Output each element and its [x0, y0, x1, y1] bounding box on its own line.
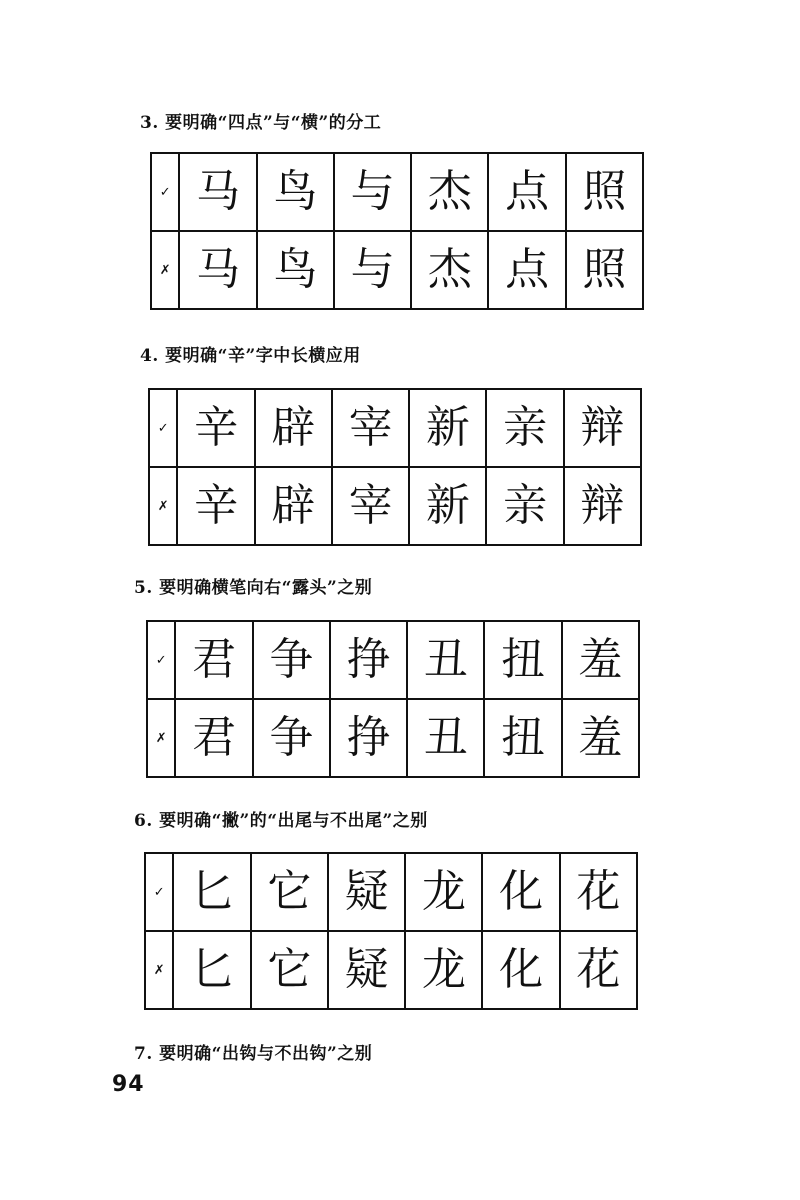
char-cell: 点 [488, 231, 565, 309]
char-cell: 匕 [173, 853, 250, 931]
char-cell: 君 [175, 699, 252, 777]
correct-row [145, 853, 637, 931]
char-cell: 新 [409, 389, 486, 467]
character-table-5 [146, 620, 640, 778]
character-table-4 [148, 388, 642, 546]
character-table-6 [144, 852, 638, 1010]
char-cell: 丑 [407, 699, 484, 777]
wrong-row [147, 699, 639, 777]
char-cell: 疑 [328, 853, 405, 931]
char-cell: 照 [566, 153, 643, 231]
check-mark-icon: ✓ [147, 621, 175, 699]
char-cell: 扭 [484, 621, 561, 699]
char-cell: 羞 [562, 621, 639, 699]
char-cell: 争 [253, 699, 330, 777]
char-cell: 花 [560, 853, 637, 931]
char-cell: 亲 [486, 389, 563, 467]
char-cell: 辟 [255, 467, 332, 545]
check-mark-icon: ✓ [149, 389, 177, 467]
char-cell: 挣 [330, 699, 407, 777]
char-cell: 辩 [564, 467, 641, 545]
char-cell: 杰 [411, 231, 488, 309]
char-cell: 羞 [562, 699, 639, 777]
char-cell: 辟 [255, 389, 332, 467]
wrong-row [145, 931, 637, 1009]
char-cell: 与 [334, 231, 411, 309]
char-cell: 龙 [405, 931, 482, 1009]
char-cell: 辩 [564, 389, 641, 467]
cross-mark-icon: ✗ [149, 467, 177, 545]
char-cell: 点 [488, 153, 565, 231]
char-cell: 宰 [332, 389, 409, 467]
character-table-3 [150, 152, 644, 310]
check-mark-icon: ✓ [151, 153, 179, 231]
char-cell: 争 [253, 621, 330, 699]
char-cell: 它 [251, 853, 328, 931]
cross-mark-icon: ✗ [147, 699, 175, 777]
section-heading-6: 6. 要明确“撇”的“出尾与不出尾”之别 [134, 811, 428, 831]
char-cell: 龙 [405, 853, 482, 931]
page-number: 94 [112, 1072, 145, 1097]
correct-row [147, 621, 639, 699]
char-cell: 丑 [407, 621, 484, 699]
char-cell: 君 [175, 621, 252, 699]
char-cell: 它 [251, 931, 328, 1009]
wrong-row [149, 467, 641, 545]
char-cell: 鸟 [257, 231, 334, 309]
correct-row [149, 389, 641, 467]
correct-row [151, 153, 643, 231]
char-cell: 鸟 [257, 153, 334, 231]
char-cell: 亲 [486, 467, 563, 545]
char-cell: 辛 [177, 389, 254, 467]
char-cell: 挣 [330, 621, 407, 699]
char-cell: 疑 [328, 931, 405, 1009]
char-cell: 化 [482, 853, 559, 931]
char-cell: 宰 [332, 467, 409, 545]
char-cell: 匕 [173, 931, 250, 1009]
check-mark-icon: ✓ [145, 853, 173, 931]
char-cell: 扭 [484, 699, 561, 777]
char-cell: 化 [482, 931, 559, 1009]
cross-mark-icon: ✗ [151, 231, 179, 309]
section-heading-3: 3. 要明确“四点”与“横”的分工 [140, 113, 382, 133]
section-heading-7: 7. 要明确“出钩与不出钩”之别 [134, 1044, 373, 1064]
cross-mark-icon: ✗ [145, 931, 173, 1009]
char-cell: 马 [179, 153, 256, 231]
char-cell: 辛 [177, 467, 254, 545]
char-cell: 照 [566, 231, 643, 309]
char-cell: 马 [179, 231, 256, 309]
char-cell: 杰 [411, 153, 488, 231]
char-cell: 花 [560, 931, 637, 1009]
section-heading-4: 4. 要明确“辛”字中长横应用 [140, 346, 361, 366]
char-cell: 新 [409, 467, 486, 545]
char-cell: 与 [334, 153, 411, 231]
section-heading-5: 5. 要明确横笔向右“露头”之别 [134, 578, 373, 598]
wrong-row [151, 231, 643, 309]
